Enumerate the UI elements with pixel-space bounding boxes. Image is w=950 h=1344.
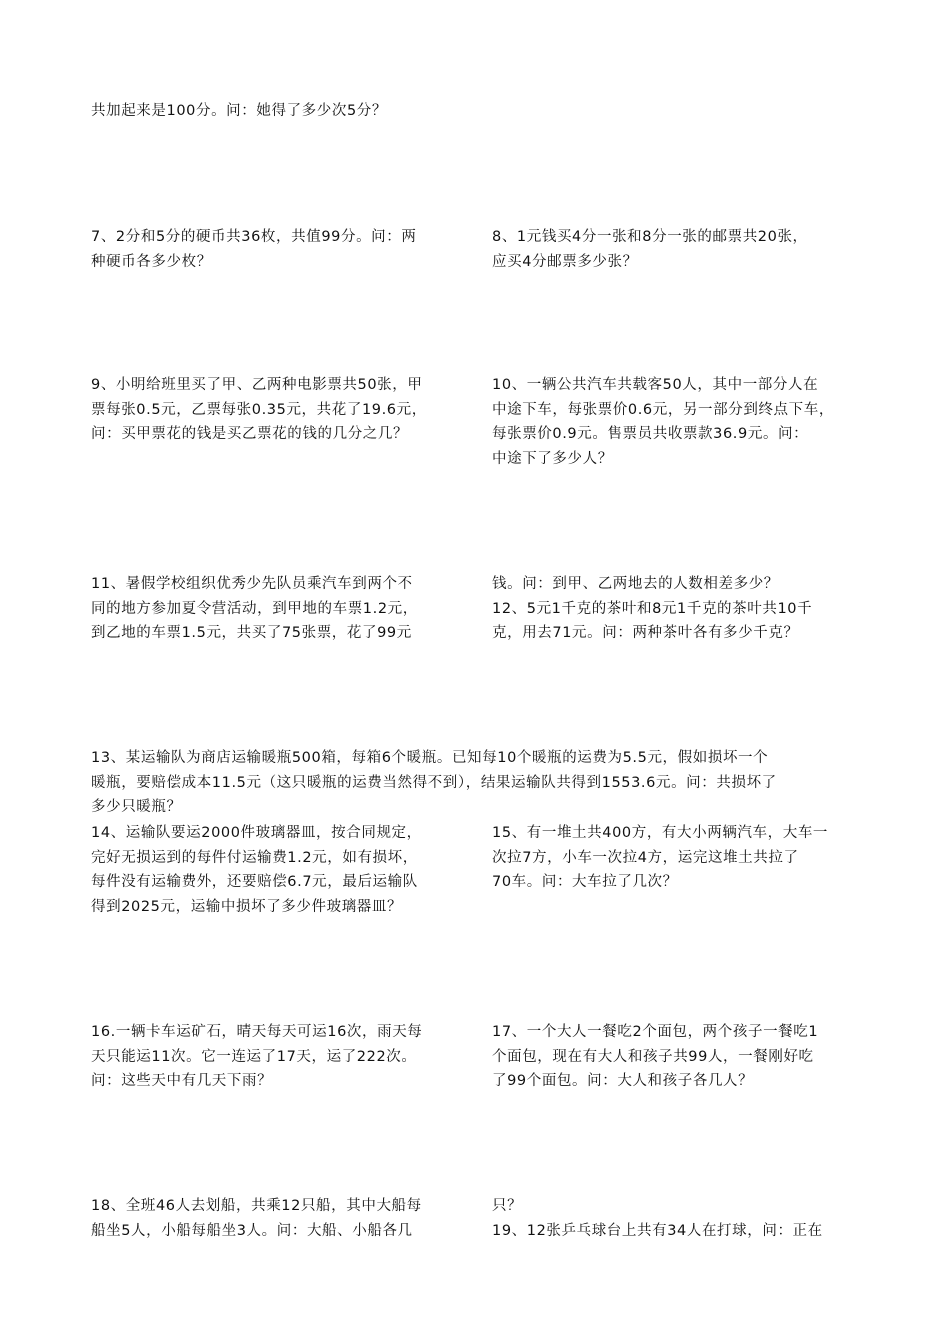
text-line: 只？	[492, 1198, 523, 1214]
problem-18-continuation-and-19	[492, 1194, 823, 1243]
text-line: 18、全班46人去划船，共乘12只船，其中大船每	[91, 1198, 422, 1214]
problem-7	[91, 225, 416, 274]
text-line: 19、12张乒乓球台上共有34人在打球，问：正在	[492, 1222, 823, 1239]
text-line: 70车。问：大车拉了几次？	[492, 874, 678, 890]
text-line: 15、有一堆土共400方，有大小两辆汽车，大车一	[492, 825, 829, 841]
problem-6-continuation	[91, 99, 387, 124]
problem-14	[91, 821, 422, 919]
problem-8	[492, 225, 808, 274]
text-line: 13、某运输队为商店运输暖瓶500箱，每箱6个暖瓶。已知每10个暖瓶的运费为5.5元，假如损坏一个	[91, 750, 769, 766]
text-line: 暖瓶，要赔偿成本11.5元（这只暖瓶的运费当然得不到），结果运输队共得到1553.6元。问：共损坏了	[91, 774, 777, 791]
text-line: 8、1元钱买4分一张和8分一张的邮票共20张，	[492, 229, 808, 245]
problem-9	[91, 373, 427, 447]
text-line: 了99个面包。问：大人和孩子各几人？	[492, 1073, 754, 1089]
text-line: 多少只暖瓶？	[91, 799, 182, 815]
text-line: 17、一个大人一餐吃2个面包，两个孩子一餐吃1	[492, 1024, 819, 1040]
text-line: 7、2分和5分的硬币共36枚，共值99分。问：两	[91, 229, 417, 245]
text-line: 每张票价0.9元。售票员共收票款36.9元。问：	[492, 426, 809, 442]
text-line: 中途下了多少人？	[492, 450, 613, 467]
problem-16	[91, 1020, 422, 1094]
text-line: 到乙地的车票1.5元，共买了75张票，花了99元	[91, 625, 412, 641]
text-line: 11、暑假学校组织优秀少先队员乘汽车到两个不	[91, 576, 413, 592]
text-line: 9、小明给班里买了甲、乙两种电影票共50张，甲	[91, 377, 423, 393]
text-line: 票每张0.5元，乙票每张0.35元，共花了19.6元，	[91, 401, 427, 418]
text-line: 次拉7方，小车一次拉4方，运完这堆土共拉了	[492, 849, 799, 866]
problem-15	[492, 821, 828, 895]
text-line: 问：这些天中有几天下雨？	[91, 1073, 273, 1089]
text-line: 天只能运11次。它一连运了17天，运了222次。	[91, 1048, 417, 1065]
problem-11-continuation-and-12	[492, 572, 812, 646]
problem-13	[91, 746, 777, 820]
text-line: 克，用去71元。问：两种茶叶各有多少千克？	[492, 625, 799, 641]
text-line: 完好无损运到的每件付运输费1.2元，如有损坏，	[91, 849, 418, 866]
problem-17	[492, 1020, 818, 1094]
text-line: 钱。问：到甲、乙两地去的人数相差多少？	[492, 576, 779, 592]
problem-10	[492, 373, 834, 471]
text-line: 同的地方参加夏令营活动，到甲地的车票1.2元，	[91, 600, 418, 617]
problem-18	[91, 1194, 422, 1243]
text-line: 14、运输队要运2000件玻璃器皿，按合同规定，	[91, 825, 422, 841]
text-line: 问：买甲票花的钱是买乙票花的钱的几分之几？	[91, 426, 409, 442]
text-line: 个面包，现在有大人和孩子共99人，一餐刚好吃	[492, 1048, 814, 1065]
text-line: 共加起来是100分。问：她得了多少次5分？	[91, 103, 387, 119]
text-line: 10、一辆公共汽车共载客50人，其中一部分人在	[492, 377, 819, 393]
text-line: 12、5元1千克的茶叶和8元1千克的茶叶共10千	[492, 600, 813, 617]
text-line: 中途下车，每张票价0.6元，另一部分到终点下车，	[492, 401, 834, 418]
text-line: 每件没有运输费外，还要赔偿6.7元，最后运输队	[91, 874, 418, 890]
text-line: 种硬币各多少枚？	[91, 253, 212, 270]
text-line: 应买4分邮票多少张？	[492, 253, 638, 270]
text-line: 得到2025元，运输中损坏了多少件玻璃器皿？	[91, 898, 403, 915]
text-line: 船坐5人，小船每船坐3人。问：大船、小船各几	[91, 1222, 413, 1239]
text-line: 16.一辆卡车运矿石，晴天每天可运16次，雨天每	[91, 1024, 423, 1040]
problem-11	[91, 572, 418, 646]
